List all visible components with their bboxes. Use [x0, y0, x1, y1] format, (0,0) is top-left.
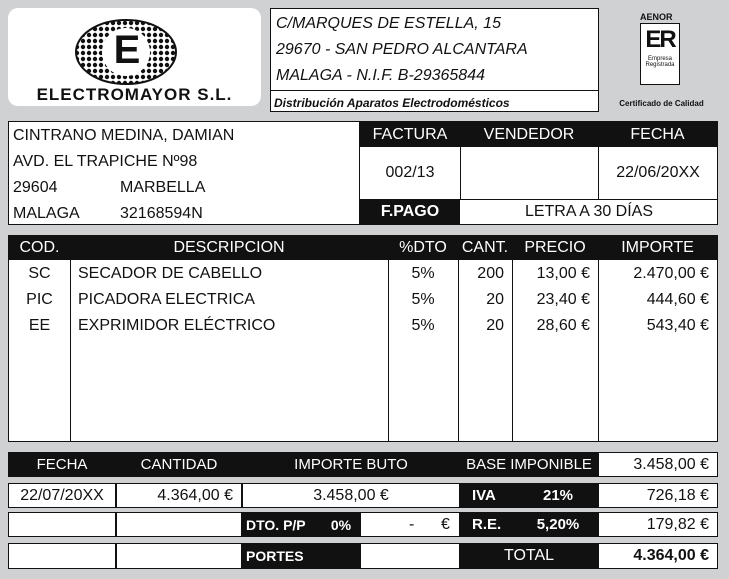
totals-cantidad-label: CANTIDAD: [140, 456, 218, 473]
portes-label: PORTES: [242, 543, 360, 569]
totals-importe-bruto-label: IMPORTE BUTO: [294, 456, 408, 473]
factura-header: FACTURA: [360, 122, 460, 147]
col-header-cant: CANT.: [461, 239, 509, 256]
er-sub-2: Registrada: [645, 62, 675, 68]
er-sub-1: Empresa: [647, 56, 672, 62]
iva-value: 726,18 €: [598, 483, 718, 508]
tagline-divider: [271, 90, 598, 91]
cert-caption: Certificado de Calidad: [619, 99, 704, 108]
aenor-label: AENOR: [640, 12, 673, 22]
re-label: R.E.: [460, 512, 518, 537]
row-cant: 200: [477, 265, 504, 282]
row-desc: PICADORA ELECTRICA: [78, 291, 255, 308]
client-postal: 29604: [13, 179, 58, 196]
logo-letter: E: [113, 28, 141, 72]
empty-cell: [116, 543, 242, 569]
address-line-3: MALAGA - N.I.F. B-29365844: [276, 67, 485, 84]
invoice-date: 22/06/20XX: [616, 164, 700, 181]
fpago-value: LETRA A 30 DÍAS: [524, 203, 654, 220]
totals-fecha-label: FECHA: [36, 456, 88, 473]
company-name: ELECTROMAYOR S.L.: [36, 85, 233, 104]
company-logo: [8, 8, 261, 106]
row-importe: 444,60 €: [646, 291, 709, 308]
importe-bruto-value: 3.458,00 €: [242, 483, 460, 508]
client-province: MALAGA: [13, 205, 80, 222]
client-street: AVD. EL TRAPICHE Nº98: [13, 153, 198, 170]
dto-pp-rate: 0%: [322, 512, 360, 537]
row-precio: 28,60 €: [536, 317, 590, 334]
due-amount: 4.364,00 €: [116, 483, 242, 508]
col-line: [70, 260, 71, 442]
dto-pp-label: DTO. P/P: [242, 512, 322, 537]
portes-value: [360, 543, 460, 569]
dto-pp-currency: €: [441, 516, 450, 533]
fecha-header: FECHA: [598, 122, 717, 147]
row-precio: 13,00 €: [536, 265, 590, 282]
row-importe: 2.470,00 €: [633, 265, 709, 282]
empty-cell: [8, 543, 116, 569]
client-nif: 32168594N: [120, 205, 203, 222]
iva-label: IVA: [460, 483, 518, 508]
fpago-label: F.PAGO: [360, 200, 460, 224]
row-cant: 20: [486, 317, 504, 334]
col-header-cod: COD.: [19, 239, 60, 256]
base-imponible-label: BASE IMPONIBLE: [466, 456, 592, 473]
row-cod: PIC: [26, 291, 53, 308]
col-header-dto: %DTO: [399, 239, 447, 256]
vendedor-value: [461, 147, 598, 199]
er-mark: ER: [645, 26, 675, 53]
col-header-precio: PRECIO: [524, 239, 586, 256]
row-precio: 23,40 €: [536, 291, 590, 308]
due-date: 22/07/20XX: [8, 483, 116, 508]
row-dto: 5%: [411, 265, 435, 282]
row-cod: SC: [28, 265, 51, 282]
col-header-desc: DESCRIPCION: [173, 239, 285, 256]
re-rate: 5,20%: [518, 512, 598, 537]
total-value: 4.364,00 €: [598, 543, 718, 569]
row-cod: EE: [28, 317, 51, 334]
re-value: 179,82 €: [598, 512, 718, 537]
total-label: TOTAL: [460, 543, 598, 569]
company-tagline: Distribución Aparatos Electrodomésticos: [274, 96, 510, 110]
row-cant: 20: [486, 291, 504, 308]
client-name: CINTRANO MEDINA, DAMIAN: [13, 127, 235, 144]
address-line-2: 29670 - SAN PEDRO ALCANTARA: [276, 41, 528, 58]
row-dto: 5%: [411, 291, 435, 308]
base-imponible-value: 3.458,00 €: [598, 452, 718, 477]
aenor-cert: [604, 8, 719, 112]
vendedor-header: VENDEDOR: [460, 122, 598, 147]
client-city: MARBELLA: [120, 179, 206, 196]
empty-cell: [8, 512, 116, 537]
row-desc: EXPRIMIDOR ELÉCTRICO: [78, 317, 276, 334]
empty-cell: [116, 512, 242, 537]
address-line-1: C/MARQUES DE ESTELLA, 15: [276, 15, 501, 32]
row-desc: SECADOR DE CABELLO: [78, 265, 263, 282]
dto-pp-value: -: [409, 516, 415, 533]
factura-number: 002/13: [385, 164, 435, 181]
iva-rate: 21%: [518, 483, 598, 508]
row-importe: 543,40 €: [646, 317, 709, 334]
company-address-box: [270, 8, 599, 112]
aenor-mark: [640, 23, 680, 85]
col-header-importe: IMPORTE: [621, 239, 694, 256]
row-dto: 5%: [411, 317, 435, 334]
